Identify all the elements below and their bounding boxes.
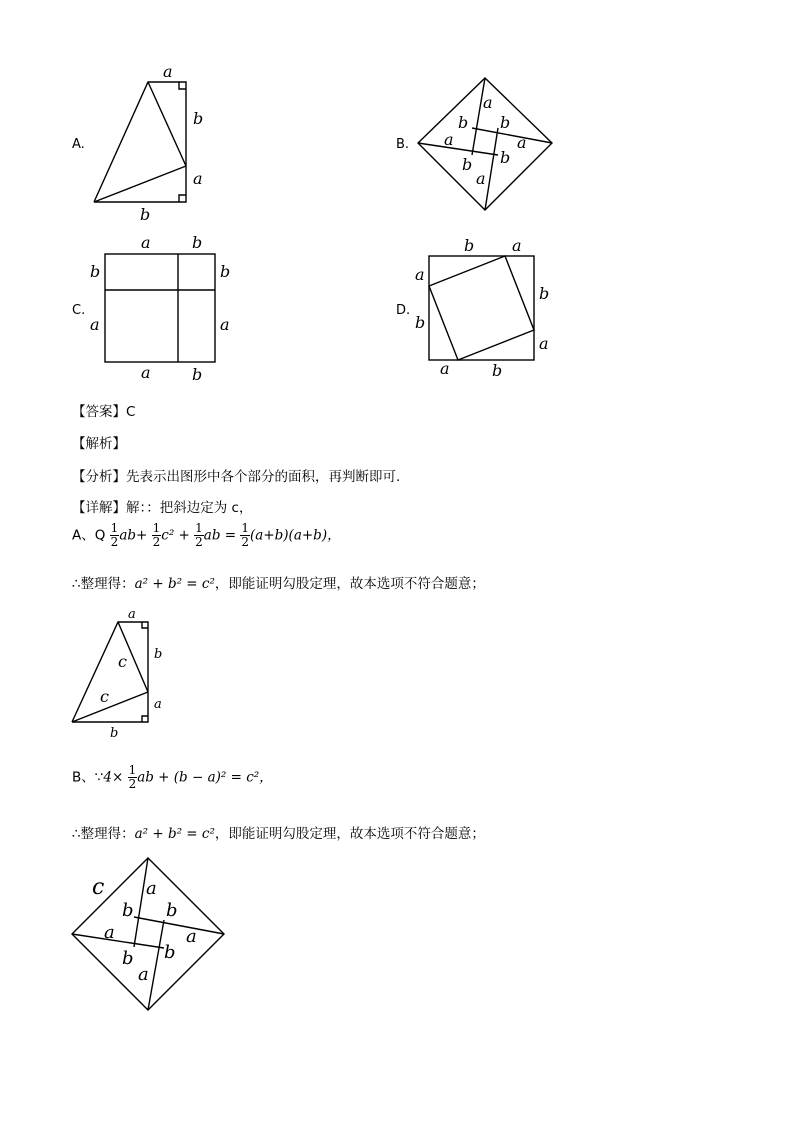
label-a-3: a [517,133,527,152]
label-b-4: b [164,942,176,963]
label-a-4: a [476,169,486,188]
label-a-top: a [512,236,522,255]
eq-a-term1: ab+ [119,527,148,544]
analysis-tag: 【解析】 [72,436,126,452]
label-b-left: b [415,313,426,332]
figure-option-c [88,232,238,387]
eq-b-prefix: B、∵ [72,769,104,786]
fraction-4: $\frac{1}{2}$ [241,521,250,549]
option-a-label: A. [72,137,85,152]
figure-explain-a [70,604,170,744]
conclusion-b [72,822,485,842]
eq-b-term0: 4× [103,769,124,786]
answer-value: C [126,404,136,420]
conclusion-a [72,572,485,592]
eq-a-term3: ab = [203,527,237,544]
fraction-2: $\frac{1}{2}$ [152,521,161,549]
right-angle-mark-bottom [179,195,186,202]
inner-line-bottom [485,128,498,210]
inner-line-left [72,934,164,948]
label-c-lower: c [100,687,109,706]
label-a-right: a [220,315,230,334]
label-a-left: a [90,315,100,334]
label-b-bottom: b [492,361,503,380]
inner-line-right [472,128,552,143]
concl-b-prefix: ∴整理得： [72,826,135,842]
xiangjie-text: 解：：把斜边定为 c， [126,500,253,516]
answer-tag: 【答案】 [72,404,126,420]
eq-a-term4: (a+b)(a+b)， [250,527,341,544]
label-b-bottom: b [110,726,119,741]
concl-b-equation: a² + b² = c² [134,826,215,842]
eq-a-term2: c² + [161,527,190,544]
label-a-right: a [193,169,203,188]
option-b-label: B. [396,137,410,152]
equation-b [72,764,273,791]
label-b-right: b [539,284,550,303]
label-b-bottom: b [140,205,151,224]
tilted-inner-square [429,256,534,360]
figure-option-a [90,60,204,225]
fraction-b1: $\frac{1}{2}$ [128,763,137,791]
figure-option-d [412,234,557,384]
concl-a-equation: a² + b² = c² [134,576,215,592]
hypotenuse-upper [148,82,186,166]
eq-a-prefix: A、Q [72,527,106,544]
eq-b-term1: ab + (b − a)² = c²， [137,769,273,786]
label-a-2: a [104,922,115,943]
label-b-3: b [462,155,473,174]
fenxi-line [72,465,400,485]
label-a-right: a [539,334,549,353]
label-b-right: b [193,109,204,128]
label-b-right: b [154,647,163,662]
fraction-1: $\frac{1}{2}$ [110,521,119,549]
inner-line-left [418,143,498,155]
label-c-upper: c [118,652,127,671]
option-d-label: D. [396,303,411,318]
label-b-1: b [458,113,469,132]
label-b-right: b [220,262,231,281]
fenxi-tag: 【分析】 [72,469,126,485]
label-a-right: a [154,697,162,712]
xiangjie-line [72,496,252,516]
label-a-1: a [483,93,493,112]
label-a-4: a [138,964,149,985]
label-a-left: a [415,265,425,284]
outer-square [429,256,534,360]
label-b-4: b [500,148,511,167]
label-b-1: b [122,900,134,921]
label-a-top: a [163,62,173,81]
equation-a [72,522,341,549]
answer-line [72,400,135,420]
right-angle-mark-bottom [142,716,148,722]
label-a-2: a [444,130,454,149]
label-a-1: a [146,878,157,899]
figure-explain-b [70,852,230,1014]
label-b-bottom: b [192,365,203,384]
option-c-label: C. [72,303,86,318]
concl-a-text: ，即能证明勾股定理，故本选项不符合题意； [214,576,485,592]
concl-a-prefix: ∴整理得： [72,576,135,592]
right-angle-mark-top [179,82,186,89]
label-b-left: b [90,262,101,281]
label-b-3: b [122,948,134,969]
label-a-3: a [186,926,197,947]
label-b-2: b [166,900,178,921]
right-angle-mark-top [142,622,148,628]
fraction-3: $\frac{1}{2}$ [195,521,203,549]
label-a-top: a [128,607,136,622]
label-a-bottom: a [141,363,151,382]
figure-option-b [410,70,560,215]
inner-line-top [134,858,148,947]
outer-square [105,254,215,362]
label-b-top: b [192,233,203,252]
label-a-bottom: a [440,359,450,378]
label-c: c [92,875,105,900]
concl-b-text: ，即能证明勾股定理，故本选项不符合题意； [214,826,485,842]
label-b-top: b [464,236,475,255]
label-b-2: b [500,113,511,132]
fenxi-text: 先表示出图形中各个部分的面积，再判断即可. [126,469,401,485]
xiangjie-tag: 【详解】 [72,500,126,516]
label-a-top: a [141,233,151,252]
